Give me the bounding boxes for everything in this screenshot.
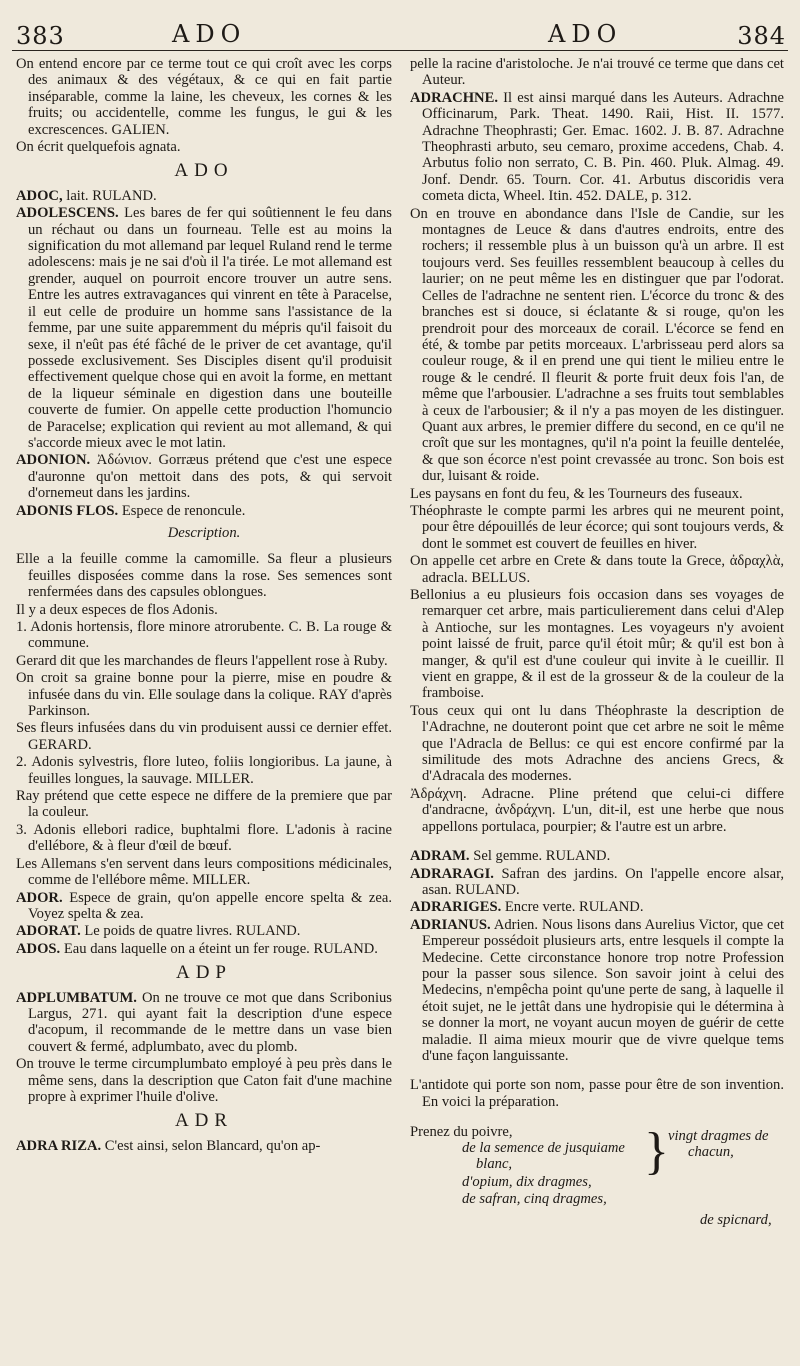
entry-text: Safran des jardins. On l'appelle encore alsar, asan. RULAND. [422, 865, 784, 898]
entry-text: On trouve le terme circumplumbato employé à peu près dans le même sens, dans la description que Caton fait d'une machine propre à exprimer l'huile d'olive. [16, 1056, 392, 1105]
paragraph: On écrit quelquefois agnata. [16, 139, 181, 156]
spacer [410, 836, 784, 848]
left-running-head: ADO [172, 20, 247, 48]
recipe-line: Prenez du poivre, [410, 1124, 513, 1141]
entry [410, 899, 784, 915]
paragraph: On croit sa graine bonne pour la pierre, mise en poudre & infusée dans du vin. Elle soulage dans la colique. RAY d'après Parkinson. [16, 670, 392, 720]
paragraph: 1. Adonis hortensis, flore minore atrorubente. C. B. La rouge & commune. [16, 619, 392, 652]
header-rule [12, 50, 788, 51]
entry-head: ADOR. [16, 889, 63, 906]
paragraph [410, 206, 784, 485]
recipe-line: de spicnard, [700, 1212, 772, 1229]
entry-head: ADPLUMBATUM. [16, 989, 137, 1006]
entry [16, 923, 392, 939]
entry-head: ADOLESCENS. [16, 205, 119, 222]
recipe-line: blanc, [476, 1156, 513, 1173]
entry-text: C'est ainsi, selon Blancard, qu'on ap- [101, 1137, 321, 1154]
entry-text: Espece de grain, qu'on appelle encore spelta & zea. Voyez spelta & zea. [28, 889, 392, 922]
paragraph [410, 703, 784, 785]
section-heading-adp: ADP [175, 962, 232, 984]
entry-text: Les bares de fer qui soûtiennent le feu dans un réchaut ou dans un fourneau. Telle est au moins la signification du mot allemand par lequel Ruland rend le terme adolescens: mais je ne sai d'où il l'a tirée. Le mot allemand est grender, auquel on pourroit encore trouver un autre sens. Entre les autres extravagances qui vinrent en tête à Paracelse, il eut celle de produire un homme sans l'assistance de la femme, par une suite apparemment du mépris qu'il faisoit du sexe, il n'eût pas été fâché de le priver de cet avantage, qu'il possede exclusivement. Ses Disciples disent qu'il produisit effectivement quelque chose qui en avoit la forme, en mettant de la liqueur séminale en digestion dans une bouteille couverte de fumier. On appelle cette production l'homuncio de Paracelse; explication qui revient au mot allemand, & qui s'accorde mieux avec le mot latin. [28, 205, 392, 451]
paragraph [410, 486, 784, 502]
paragraph: Il y a deux especes de flos Adonis. [16, 601, 218, 618]
entry [16, 205, 392, 451]
entry [16, 1056, 392, 1105]
recipe-line: vingt dragmes de [668, 1128, 769, 1145]
paragraph: On entend encore par ce terme tout ce qui croît avec les corps des animaux & des végétaux, & ce qui en fait partie inséparable, comme la laine, les cheveux, les cornes & les fruits; ou accidentelle, comme les fungus, le gui & les excrescences. GALIEN. [16, 56, 392, 138]
paragraph [410, 503, 784, 552]
section-heading-adr: ADR [174, 1110, 234, 1132]
entry-text: lait. RULAND. [62, 187, 157, 204]
left-folio: 383 [16, 22, 65, 50]
entry-text: Adrien. Nous lisons dans Aurelius Victor, que cet Empereur possédoit plusieurs arts, entre lesquels il compte la Medecine. Cette circonstance honore trop notre Profession pour la passer sous silence. Son savoir joint à celui des Medecins, n'empêcha point qu'une perte de sang, à laquelle il étoit sujet, ne le jettât dans une hydropisie qui le détermina à se donner la mort, ne voyant aucun moyen de guérir de cette maladie. Il aima mieux mourir que de vivre quelque tems d'une façon languissante. [422, 916, 784, 1064]
entry-text: Espece de renoncule. [118, 502, 246, 519]
recipe-line: chacun, [688, 1144, 734, 1161]
description-heading [16, 525, 392, 541]
left-column [16, 56, 392, 1155]
section-heading-ado: ADO [174, 160, 234, 182]
entry [16, 452, 392, 501]
entry-head: ADRARIGES. [410, 899, 502, 916]
entry-head: ADRA RIZA. [16, 1137, 102, 1154]
entry-head: ADOC, [16, 187, 63, 204]
entry-text: Eau dans laquelle on a éteint un fer rouge. RULAND. [60, 940, 378, 957]
paragraph: Ray prétend que cette espece ne differe de la premiere que par la couleur. [16, 788, 392, 821]
spacer [410, 1065, 784, 1077]
entry [16, 990, 392, 1056]
entry [410, 90, 784, 205]
brace-glyph: } [644, 1123, 669, 1181]
paragraph: 3. Adonis ellebori radice, buphtalmi flore. L'adonis à racine d'ellébore, & à fleur d'œil de bœuf. [16, 821, 392, 855]
entry-head: ADRAM. [410, 848, 470, 865]
entry-head: ADONIS FLOS. [16, 502, 119, 519]
description-label: Description. [167, 524, 241, 541]
entry-text: On appelle cet arbre en Crete & dans toute la Grece, ἀδραχλὰ, adracla. BELLUS. [410, 553, 784, 586]
entry [410, 848, 784, 864]
entry-text: Il est ainsi marqué dans les Auteurs. Adrachne Officinarum, Park. Theat. 1490. Raii, Hist. II. 1577. Adrachne Theophrasti; Ger. Emac. 1602. J. B. 87. Adrachne Theophrasti arbuto, seu cemaro, proxime accedens, Chab. 4. Arbutus folio non serrato, C. B. Pin. 460. Pluk. Almag. 49. Jonf. Dendr. 65. Tourn. Cor. 41. Arbutus discoridis vera cometa dicta, Wheel. Itin. 452. DALE, p. 312. [422, 89, 784, 205]
paragraph: Ses fleurs infusées dans du vin produisent aussi ce dernier effet. GERARD. [16, 720, 392, 753]
entry-text: Les paysans en font du feu, & les Tourneurs des fuseaux. [410, 485, 743, 502]
paragraph: Gerard dit que les marchandes de fleurs l'appellent rose à Ruby. [16, 652, 388, 669]
right-folio: 384 [737, 22, 786, 50]
entry [16, 941, 392, 957]
entry-text: Sel gemme. RULAND. [469, 848, 611, 865]
entry-text: pelle la racine d'aristoloche. Je n'ai trouvé ce terme que dans cet Auteur. [410, 56, 784, 89]
paragraph: Les Allemans s'en servent dans leurs compositions médicinales, comme de l'ellébore même. MILLER. [16, 855, 392, 889]
entry-head: ADRARAGI. [410, 865, 494, 882]
entry-text: On en trouve en abondance dans l'Isle de Candie, sur les montagnes de Leuce & dans d'autres endroits, entre des rochers; il ressemble plus à un buisson qu'à un arbre. Il est toujours verd. Ses feuilles ressemblent beaucoup à celles du laurier; on ne peut même les en distinguer que par l'odorat. Celles de l'adrachne ne sentent rien. L'écorce du tronc & des branches est si douce, si éclatante & si rouge, qu'on les prendroit pour des morceaux de corail. L'écorce se fend en été, & tombe par petits morceaux. L'arbrisseau perd alors sa couleur rouge, & il en prend une qui tient le milieu entre le rouge & le cendré. Il fleurit & porte fruit deux fois l'an, de même que l'arbousier. L'adrachne a ses fruits tout semblables à ceux de l'arbousier; & il n'y a pas moyen de les distinguer. Quant aux arbres, le premier differe du second, en ce qu'il ne croît que sur les montagnes, qu'il n'a point la feuille dentelée, & que son écorce n'est point crevassée au tronc. Son bois est dur, luisant & roide. [410, 205, 784, 485]
entry-text: Ἀδώνιον. Gorræus prétend que c'est une espece d'auronne qu'on mettoit dans des pots, & qui servoit d'ornemeut dans les jardins. [28, 452, 392, 502]
entry-head: ADRIANUS. [410, 916, 491, 933]
paragraph: 2. Adonis sylvestris, flore luteo, foliis longioribus. La jaune, à feuilles longues, la sauvage. MILLER. [16, 754, 392, 787]
paragraph [410, 786, 784, 835]
entry [16, 890, 392, 923]
right-running-head: ADO [548, 20, 623, 48]
entry-head: ADOS. [16, 940, 61, 957]
entry-text: Théophraste le compte parmi les arbres qui ne meurent point, pour être dépouillés de leur écorce; qui sont toujours verds, & dont le sommet est couvert de feuilles en hiver. [410, 502, 784, 552]
entry [410, 866, 784, 899]
paragraph: Elle a la feuille comme la camomille. Sa fleur a plusieurs feuilles disposées comme dans la rose. Ses semences sont renfermées dans des capsules oblongues. [16, 551, 392, 601]
entry [410, 917, 784, 1065]
right-column [410, 56, 784, 1234]
antidote-paragraph: L'antidote qui porte son nom, passe pour être de son invention. En voici la préparation. [410, 1077, 784, 1110]
entry [16, 503, 392, 519]
recipe-line: de la semence de jusquiame [462, 1140, 625, 1157]
entry-text: Tous ceux qui ont lu dans Théophraste la description de l'Adrachne, ne douteront point que cet arbre ne soit le même que l'Adracla de Bellus: ce qui est encore confirmé par la similitude des mots Adrachne des anciens Grecs, & d'Adracala des modernes. [410, 702, 784, 785]
entry-text: On ne trouve ce mot que dans Scribonius Largus, 271. qui ayant fait la description d'une espece d'acopum, il recommande de le mettre dans un vase bien couvert & fermé, adplumbato, avec du plomb. [28, 989, 392, 1055]
recipe-line: d'opium, dix dragmes, [462, 1174, 592, 1191]
entry-text: Ἀδράχνη. Adracne. Pline prétend que celui-ci differe d'andracne, ἀνδράχνη. L'un, dit-il, est une herbe que nous appellons portulaca, pourpier; & l'autre est un arbre. [410, 785, 784, 835]
entry-text: Le poids de quatre livres. RULAND. [80, 923, 301, 940]
recipe-line: de safran, cinq dragmes, [462, 1191, 607, 1208]
entry [16, 188, 392, 204]
entry [16, 1138, 392, 1154]
paragraph [410, 553, 784, 586]
paragraph [410, 56, 784, 89]
entry-head: ADORAT. [16, 923, 81, 940]
recipe [410, 1124, 784, 1234]
entry-text: Bellonius a eu plusieurs fois occasion dans ses voyages de remarquer cet arbre, mais particulierement dans celui d'Alep à Antioche, sur les montagnes. Les voyageurs n'y avoient point laissé de fruit, parce qu'il étoit mûr; & qu'il est bon à manger, & qu'il est d'une couleur qui invite à le cueillir. Il vient en grappe, & il est de la grosseur & de la couleur de la framboise. [410, 587, 784, 702]
entry-head: ADRACHNE. [410, 89, 498, 106]
entry-text: Encre verte. RULAND. [501, 899, 644, 916]
paragraph [410, 587, 784, 702]
entry-head: ADONION. [16, 452, 91, 469]
